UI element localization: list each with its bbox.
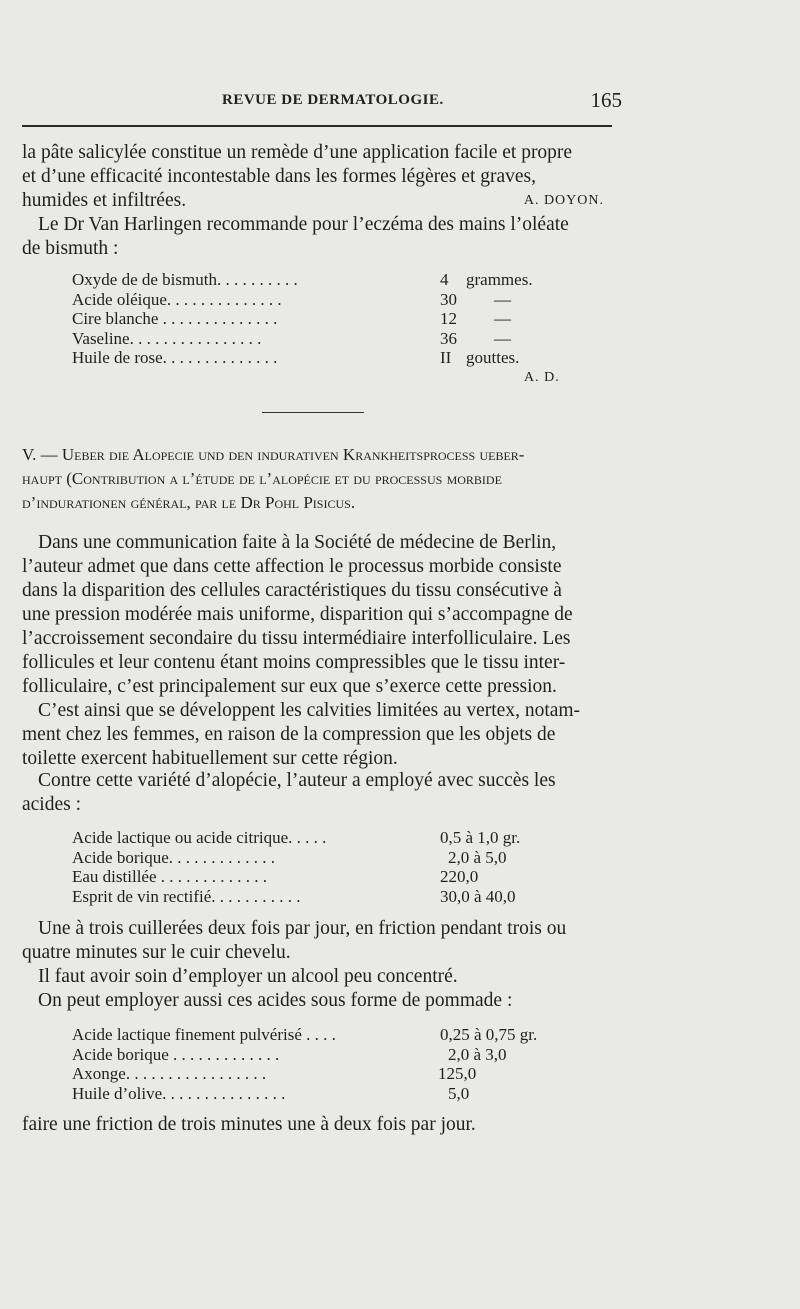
running-head — [22, 88, 622, 114]
text-line-content: humides et infiltrées. — [22, 190, 187, 211]
section-divider — [262, 412, 364, 413]
quantity: 30 — [440, 289, 457, 309]
quantity: 5,0 — [448, 1083, 470, 1103]
text-line: Contre cette variété d’alopécie, l’auteur a employé avec succès les — [38, 770, 556, 791]
ingredient: Huile de rose. . . . . . . . . . . . . . — [72, 348, 278, 367]
quantity: 125,0 — [438, 1064, 477, 1083]
recipe-row — [72, 290, 592, 310]
text-line: ment chez les femmes, en raison de la compression que les objets de — [22, 724, 556, 745]
quantity: II — [440, 348, 452, 367]
unit: — — [494, 328, 511, 348]
text-line: Une à trois cuillerées deux fois par jour, en friction pendant trois ou — [38, 918, 567, 939]
running-title: REVUE DE DERMATOLOGIE. — [222, 92, 444, 108]
unit: grammes. — [466, 270, 533, 289]
recipe-row — [72, 1045, 592, 1065]
paragraph-7 — [22, 965, 612, 989]
section-heading — [22, 443, 612, 515]
ingredient: Acide lactique ou acide citrique. . . . . — [72, 828, 327, 847]
ingredient: Cire blanche . . . . . . . . . . . . . . — [72, 309, 278, 328]
recipe-pommade — [72, 1025, 592, 1103]
text-line: Dans une communication faite à la Société de médecine de Berlin, — [38, 532, 557, 553]
ingredient: Acide borique . . . . . . . . . . . . . — [72, 1044, 280, 1064]
page-number: 165 — [590, 88, 622, 112]
recipe-row — [72, 828, 592, 848]
text-line: toilette exercent habituellement sur cette région. — [22, 748, 398, 769]
recipe-row — [72, 867, 592, 887]
text-line: Il faut avoir soin d’employer un alcool peu concentré. — [38, 966, 458, 987]
text-line — [22, 189, 612, 213]
section-heading-line: haupt (Contribution a l’étude de l’alopécie et du processus morbide — [22, 469, 502, 488]
recipe-row — [72, 309, 592, 329]
text-line: Le Dr Van Harlingen recommande pour l’eczéma des mains l’oléate — [38, 214, 569, 235]
recipe-bismuth — [72, 270, 592, 387]
ingredient: Vaseline. . . . . . . . . . . . . . . . — [72, 328, 262, 348]
text-line: quatre minutes sur le cuir chevelu. — [22, 942, 291, 963]
paragraph-8 — [22, 989, 612, 1013]
paragraph-5 — [22, 769, 612, 817]
ingredient: Axonge. . . . . . . . . . . . . . . . . — [72, 1064, 267, 1083]
paragraph-4 — [22, 699, 612, 771]
paragraph-2 — [22, 213, 612, 261]
recipe-row — [72, 1025, 592, 1045]
recipe-row — [72, 348, 592, 368]
recipe-row — [72, 329, 592, 349]
author-signature: A. DOYON. — [523, 193, 604, 208]
section-heading-line: V. — Ueber die Alopecie und den indurativen Krankheitsprocess ueber- — [22, 445, 525, 464]
unit: gouttes. — [466, 348, 520, 367]
text-line: l’accroissement secondaire du tissu intermédiaire interfolliculaire. Les — [22, 628, 571, 649]
quantity: 36 — [440, 328, 457, 348]
text-line: l’auteur admet que dans cette affection le processus morbide consiste — [22, 556, 562, 577]
recipe-signature-row — [72, 368, 592, 388]
ingredient: Huile d’olive. . . . . . . . . . . . . . . — [72, 1083, 286, 1103]
paragraph-9 — [22, 1113, 612, 1137]
unit: — — [494, 309, 511, 328]
recipe-acids — [72, 828, 592, 906]
text-line: folliculaire, c’est principalement sur eux que s’exerce cette pression. — [22, 676, 557, 697]
paragraph-6 — [22, 917, 612, 965]
text-line: et d’une efficacité incontestable dans les formes légères et graves, — [22, 166, 536, 187]
ingredient: Acide oléique. . . . . . . . . . . . . . — [72, 289, 282, 309]
text-line: On peut employer aussi ces acides sous forme de pommade : — [38, 990, 513, 1011]
ingredient: Acide lactique finement pulvérisé . . . . — [72, 1025, 336, 1044]
author-signature: A. D. — [524, 369, 560, 385]
quantity: 2,0 à 3,0 — [448, 1044, 507, 1064]
paragraph-3 — [22, 531, 612, 699]
text-line: une pression modérée mais uniforme, disparition qui s’accompagne de — [22, 604, 573, 625]
text-line: acides : — [22, 794, 82, 815]
header-rule — [22, 125, 612, 127]
text-line: la pâte salicylée constitue un remède d’une application facile et propre — [22, 142, 573, 163]
text-line: C’est ainsi que se développent les calvities limitées au vertex, notam- — [38, 700, 581, 721]
ingredient: Esprit de vin rectifié. . . . . . . . . . . — [72, 886, 301, 906]
recipe-row — [72, 848, 592, 868]
unit: — — [494, 289, 511, 309]
quantity: 12 — [440, 309, 457, 328]
recipe-row — [72, 1084, 592, 1104]
section-heading-line: d’indurationen général, par le Dr Pohl Pisicus. — [22, 493, 356, 512]
ingredient: Oxyde de de bismuth. . . . . . . . . . — [72, 270, 298, 289]
text-line: de bismuth : — [22, 238, 119, 259]
recipe-row — [72, 887, 592, 907]
ingredient: Eau distillée . . . . . . . . . . . . . — [72, 867, 268, 886]
quantity: 4 — [440, 270, 449, 289]
text-line: faire une friction de trois minutes une à deux fois par jour. — [22, 1114, 476, 1135]
text-line: follicules et leur contenu étant moins compressibles que le tissu inter- — [22, 652, 566, 673]
paragraph-1 — [22, 141, 612, 213]
text-line: dans la disparition des cellules caractéristiques du tissu consécutive à — [22, 580, 562, 601]
quantity: 0,25 à 0,75 gr. — [440, 1025, 538, 1044]
quantity: 220,0 — [440, 867, 479, 886]
recipe-row — [72, 270, 592, 290]
quantity: 2,0 à 5,0 — [448, 847, 507, 867]
quantity: 0,5 à 1,0 gr. — [440, 828, 521, 847]
quantity: 30,0 à 40,0 — [440, 886, 516, 906]
ingredient: Acide borique. . . . . . . . . . . . . — [72, 847, 276, 867]
recipe-row — [72, 1064, 592, 1084]
